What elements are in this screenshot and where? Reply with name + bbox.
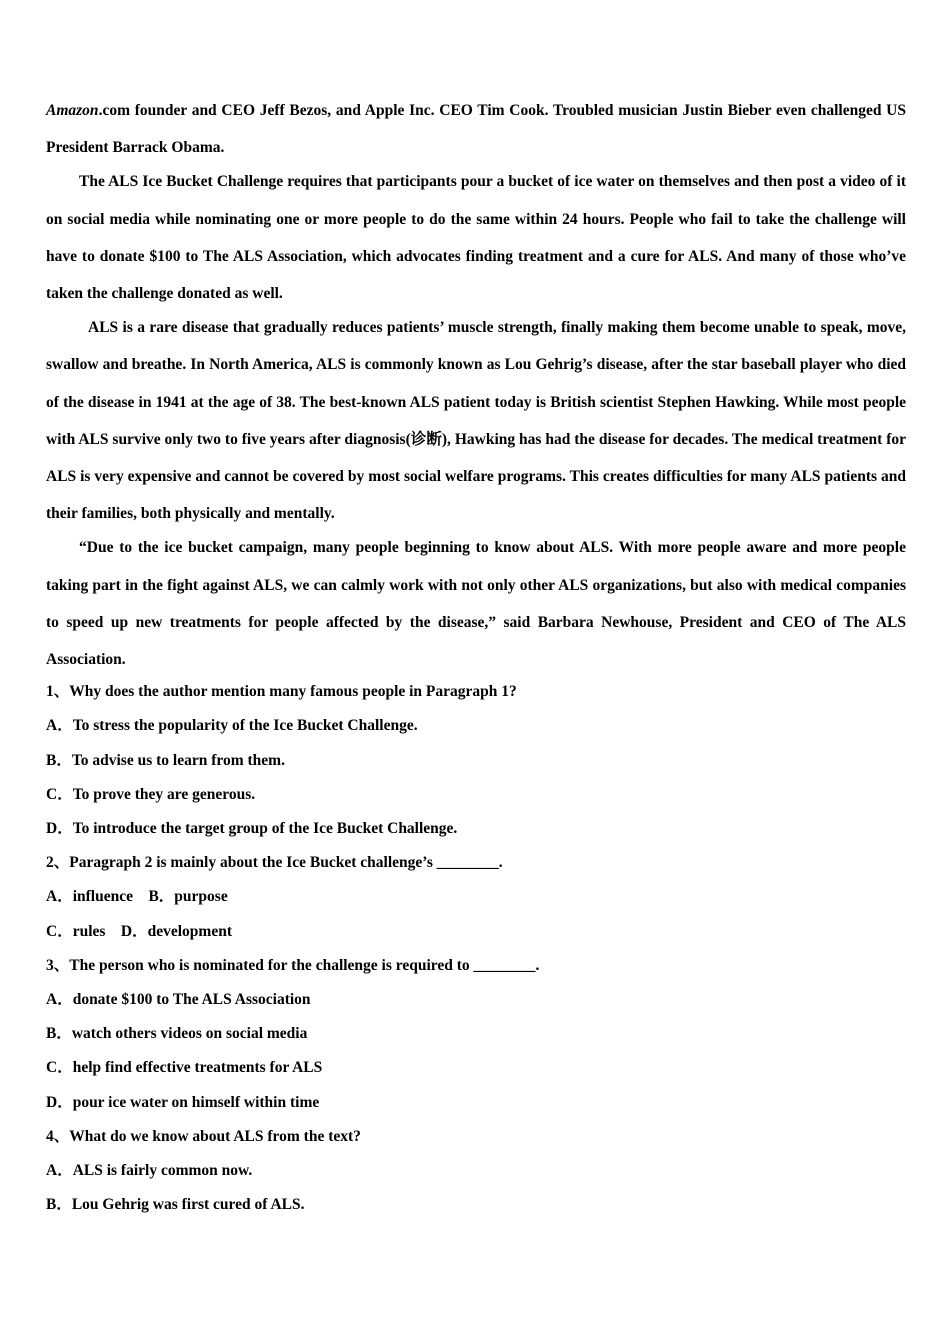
paragraph-1 bbox=[46, 92, 906, 166]
paragraph-2: The ALS Ice Bucket Challenge requires that participants pour a bucket of ice water on themselves and then post a video of it on social media while nominating one or more people to do the same within 24 hours. People who fail to take the challenge will have to donate $100 to The ALS Association, which advocates finding treatment and a cure for ALS. And many of those who’ve taken the challenge donated as well. bbox=[46, 173, 906, 303]
question-list bbox=[46, 675, 906, 1222]
question-4: 4、What do we know about ALS from the text? bbox=[46, 1127, 361, 1145]
option-1c: C．To prove they are generous. bbox=[46, 785, 256, 803]
document-page bbox=[46, 92, 906, 1223]
option-4a: A．ALS is fairly common now. bbox=[46, 1162, 253, 1180]
option-3d: D．pour ice water on himself within time bbox=[46, 1093, 320, 1111]
question-2: 2、Paragraph 2 is mainly about the Ice Bucket challenge’s ________. bbox=[46, 854, 503, 872]
option-2cd: C．rules D．development bbox=[46, 922, 232, 940]
option-3a: A．donate $100 to The ALS Association bbox=[46, 991, 311, 1009]
option-1a: A．To stress the popularity of the Ice Bucket Challenge. bbox=[46, 717, 418, 735]
option-2ab: A．influence B．purpose bbox=[46, 888, 228, 906]
paragraph-3: ALS is a rare disease that gradually reduces patients’ muscle strength, finally making them become unable to speak, move, swallow and breathe. In North America, ALS is commonly known as Lou Gehrig’s disease, after the star baseball player who died of the disease in 1941 at the age of 38. The best-known ALS patient today is British scientist Stephen Hawking. While most people with ALS survive only two to five years after diagnosis(诊断), Hawking has had the disease for decades. The medical treatment for ALS is very expensive and cannot be covered by most social welfare programs. This creates difficulties for many ALS patients and their families, both physically and mentally. bbox=[46, 319, 906, 523]
paragraph-4: “Due to the ice bucket campaign, many people beginning to know about ALS. With more people aware and more people taking part in the fight against ALS, we can calmly work with not only other ALS organizations, but also with medical companies to speed up new treatments for people affected by the disease,” said Barbara Newhouse, President and CEO of The ALS Association. bbox=[46, 539, 906, 669]
option-1b: B．To advise us to learn from them. bbox=[46, 751, 285, 769]
option-3b: B．watch others videos on social media bbox=[46, 1025, 308, 1043]
paragraph-1-text: .com founder and CEO Jeff Bezos, and Apple Inc. CEO Tim Cook. Troubled musician Justin Bieber even challenged US President Barrack Obama. bbox=[46, 102, 906, 157]
option-1d: D．To introduce the target group of the Ice Bucket Challenge. bbox=[46, 820, 458, 838]
option-3c: C．help find effective treatments for ALS bbox=[46, 1059, 323, 1077]
option-4b: B．Lou Gehrig was first cured of ALS. bbox=[46, 1196, 305, 1214]
question-1: 1、Why does the author mention many famous people in Paragraph 1? bbox=[46, 683, 517, 701]
question-3: 3、The person who is nominated for the challenge is required to ________. bbox=[46, 956, 540, 974]
amazon-italic: Amazon bbox=[46, 102, 99, 119]
